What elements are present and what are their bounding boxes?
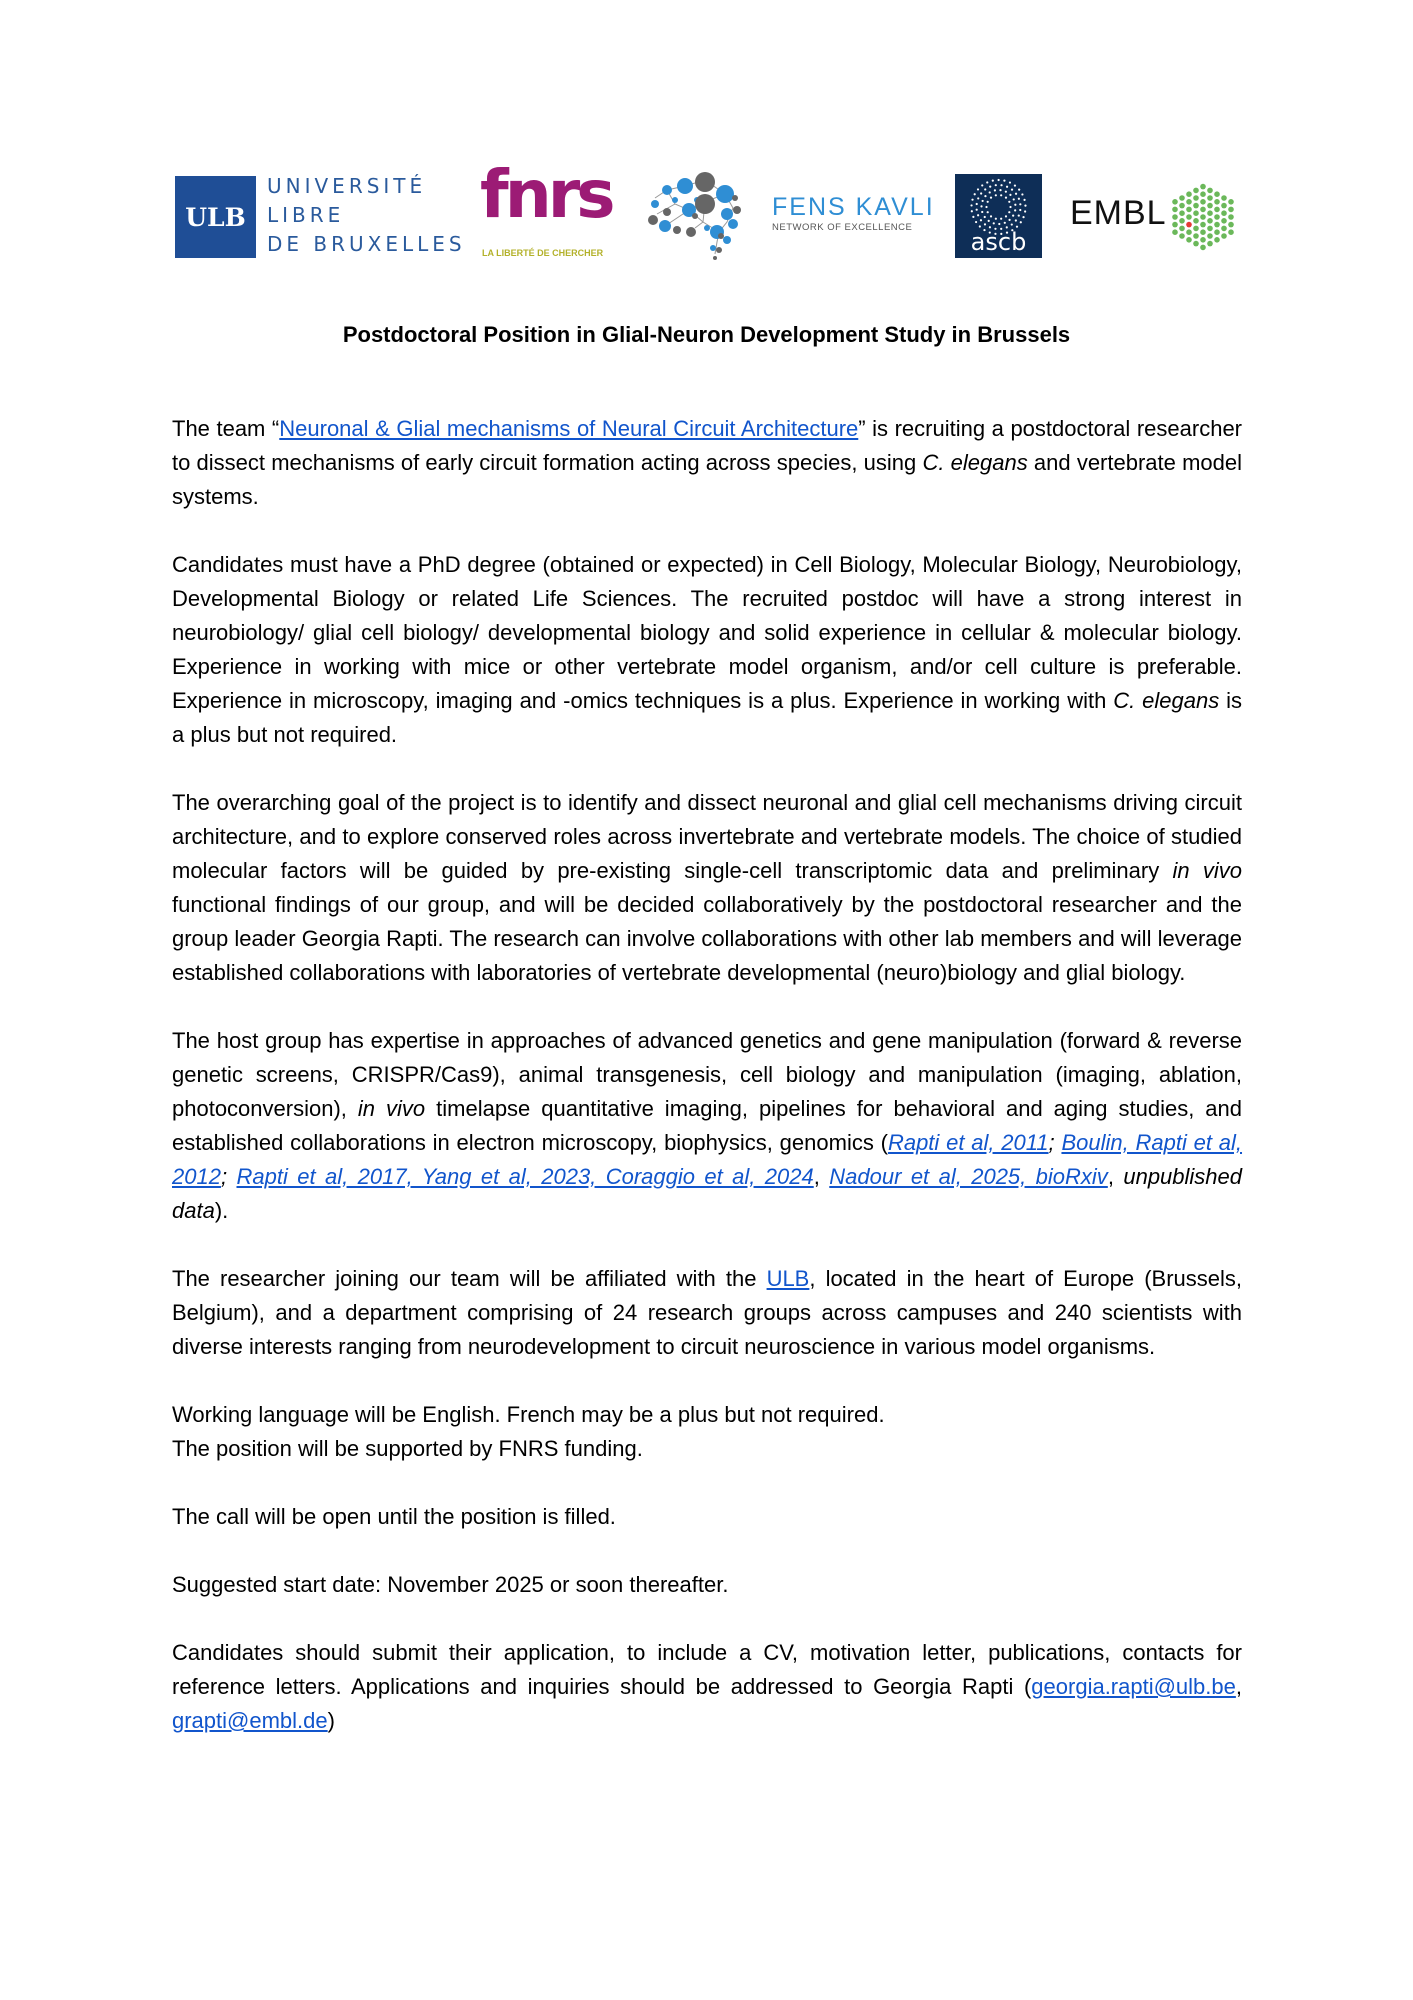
text: and vertebrate model systems. (172, 450, 1242, 509)
reference-link-rapti-2011[interactable]: Rapti et al, 2011 (887, 1130, 1049, 1155)
in-vivo-italic: in vivo (1172, 858, 1242, 883)
ulb-mark-text: ULB (185, 202, 246, 232)
document-body (172, 412, 1242, 1738)
ulb-line-3: DE BRUXELLES (267, 232, 466, 256)
in-vivo-italic: in vivo (357, 1096, 426, 1121)
paragraph-application (172, 1636, 1242, 1738)
text: is a plus but not required. (172, 688, 1242, 747)
separator: ; (220, 1164, 237, 1189)
paragraph-project-goal (172, 786, 1242, 990)
paragraph-requirements (172, 548, 1242, 752)
page-title: Postdoctoral Position in Glial-Neuron Development Study in Brussels (342, 322, 1071, 347)
fnrs-wordmark: fnrs (480, 156, 612, 233)
fens-subtitle: NETWORK OF EXCELLENCE (772, 222, 913, 233)
unpublished-note: unpublished data (172, 1164, 1243, 1223)
text: The overarching goal of the project is to identify and dissect neuronal and glial cell mechanisms driving circuit architecture, and to explore conserved roles across invertebrate and vertebrate models. The choice of studied molecular factors will be guided by pre-existing single-cell transcriptomic data and preliminary (172, 790, 1242, 883)
text: The team “ (172, 416, 280, 441)
text: ) (327, 1708, 335, 1733)
fens-brain-icon (645, 170, 745, 265)
ascb-logo (955, 174, 1042, 258)
text: functional findings of our group, and will be decided collaboratively by the postdoctoral researcher and the group leader Georgia Rapti. The research can involve collaborations with other lab members and will leverage established collaborations with laboratories of vertebrate developmental (neuro)biology and glial biology. (172, 892, 1242, 985)
embl-label: EMBL (1070, 194, 1167, 232)
fens-title: FENS KAVLI (772, 193, 935, 221)
reference-link-rapti-2017-yang-coraggio[interactable]: Rapti et al, 2017, Yang et al, 2023, Coraggio et al, 2024 (236, 1164, 814, 1189)
paragraph-call-open: The call will be open until the position is filled. (172, 1504, 616, 1529)
paragraph-team (172, 412, 1242, 514)
ascb-dot-ring-icon (955, 174, 1042, 236)
reference-link-nadour-2025[interactable]: Nadour et al, 2025, bioRxiv (829, 1164, 1108, 1189)
text: Candidates must have a PhD degree (obtained or expected) in Cell Biology, Molecular Biology, Neurobiology, Developmental Biology or related Life Sciences. The recruited postdoc will have a strong interest in neurobiology/ glial cell biology/ developmental biology and solid experience in cellular & molecular biology. Experience in working with mice or other vertebrate model organism, and/or cell culture is preferable. Experience in microscopy, imaging and -omics techniques is a plus. Experience in working with (172, 552, 1242, 713)
email-link-embl[interactable]: grapti@embl.de (172, 1708, 328, 1733)
text: timelapse quantitative imaging, pipelines for behavioral and aging studies, and established collaborations in electron microscopy, biophysics, genomics ( (172, 1096, 1243, 1155)
text: The host group has expertise in approaches of advanced genetics and gene manipulation (forward & reverse genetic screens, CRISPR/Cas9), animal transgenesis, cell biology and manipulation (imaging, ablation, photoconversion), (172, 1028, 1242, 1121)
separator: , (1107, 1164, 1124, 1189)
paragraph-language-funding (172, 1398, 1242, 1466)
ulb-logo-mark (175, 176, 256, 258)
paragraph-start-date: Suggested start date: November 2025 or soon thereafter. (172, 1572, 729, 1597)
ulb-line-1: UNIVERSITÉ (267, 174, 427, 198)
partner-logos (175, 156, 1245, 265)
species-italic: C. elegans (1113, 688, 1220, 713)
text: , located in the heart of Europe (Brussels, Belgium), and a department comprising of 24 research groups across campuses and 240 scientists with diverse interests ranging from neurodevelopment to circuit neuroscience in various model organisms. (172, 1266, 1242, 1359)
ascb-label: ascb (970, 228, 1027, 256)
fnrs-tagline: LA LIBERTÉ DE CHERCHER (482, 248, 604, 258)
reference-link-boulin-2012[interactable]: Boulin, Rapti et al, 2012 (172, 1130, 1243, 1189)
fens-kavli-logo-text (772, 194, 935, 233)
fnrs-logo (480, 156, 630, 265)
species-italic: C. elegans (922, 450, 1028, 475)
text: The researcher joining our team will be affiliated with the (172, 1266, 767, 1291)
paragraph-host-group (172, 1024, 1242, 1228)
separator: ; (1048, 1130, 1062, 1155)
language-note: Working language will be English. French may be a plus but not required. (172, 1402, 885, 1427)
separator: , (813, 1164, 830, 1189)
text: Candidates should submit their application, to include a CV, motivation letter, publications, contacts for reference letters. Applications and inquiries should be addressed to Georgia Rapti ( (172, 1640, 1242, 1699)
ulb-line-2: LIBRE (267, 203, 345, 227)
funding-note: The position will be supported by FNRS funding. (172, 1436, 643, 1461)
embl-hexagon-icon (1165, 170, 1245, 265)
ulb-logo-text (267, 172, 466, 259)
separator: , (1235, 1674, 1242, 1699)
ulb-link[interactable]: ULB (766, 1266, 810, 1291)
text: ). (214, 1198, 229, 1223)
paragraph-affiliation (172, 1262, 1242, 1364)
team-link[interactable]: Neuronal & Glial mechanisms of Neural Circuit Architecture (279, 416, 859, 441)
text: ” is recruiting a postdoctoral researcher to dissect mechanisms of early circuit formation acting across species, using (172, 416, 1243, 475)
email-link-ulb[interactable]: georgia.rapti@ulb.be (1031, 1674, 1236, 1699)
